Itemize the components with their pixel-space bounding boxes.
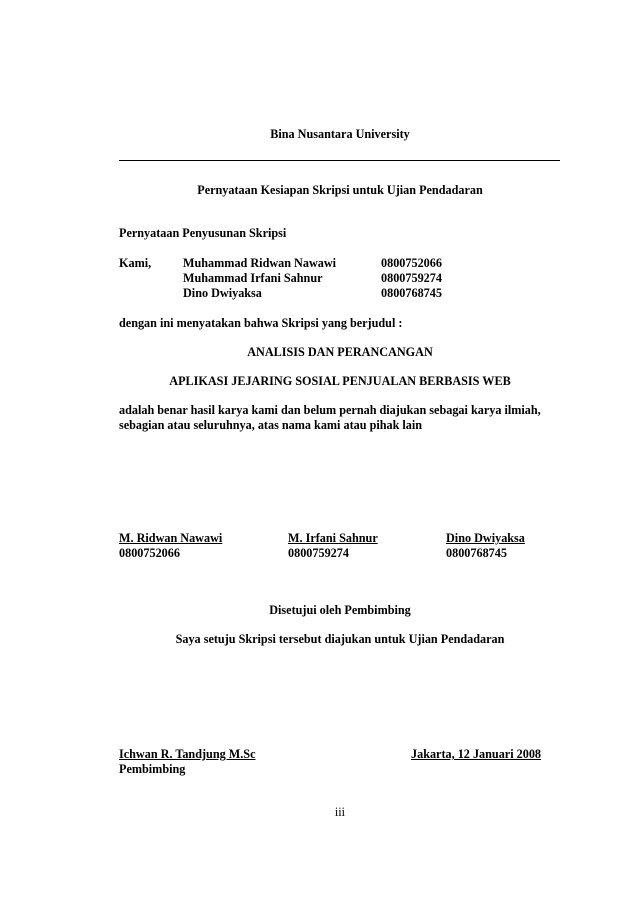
authors-intro: Kami, xyxy=(119,256,152,270)
author-nim: 0800768745 xyxy=(381,286,442,300)
author-nim: 0800759274 xyxy=(381,271,442,285)
statement-body-line-2: sebagian atau seluruhnya, atas nama kami atau pihak lain xyxy=(119,418,423,432)
author-name: Dino Dwiyaksa xyxy=(183,286,262,300)
university-header: Bina Nusantara University xyxy=(270,127,410,141)
author-nim: 0800752066 xyxy=(381,256,442,270)
thesis-title-line-1: ANALISIS DAN PERANCANGAN xyxy=(247,345,433,359)
statement-intro: dengan ini menyatakan bahwa Skripsi yang berjudul : xyxy=(119,316,403,330)
approval-heading: Disetujui oleh Pembimbing xyxy=(269,603,411,617)
signature-name: M. Irfani Sahnur xyxy=(288,531,378,545)
supervisor-name: Ichwan R. Tandjung M.Sc xyxy=(119,747,256,761)
approval-statement: Saya setuju Skripsi tersebut diajukan untuk Ujian Pendadaran xyxy=(175,632,505,646)
document-title: Pernyataan Kesiapan Skripsi untuk Ujian Pendadaran xyxy=(197,183,483,197)
statement-body-line-1: adalah benar hasil karya kami dan belum pernah diajukan sebagai karya ilmiah, xyxy=(119,403,541,417)
supervisor-role: Pembimbing xyxy=(119,762,186,776)
thesis-title-line-2: APLIKASI JEJARING SOSIAL PENJUALAN BERBASIS WEB xyxy=(169,374,511,388)
signature-name: M. Ridwan Nawawi xyxy=(119,531,223,545)
page-number: iii xyxy=(334,805,346,819)
section-heading: Pernyataan Penyusunan Skripsi xyxy=(119,226,287,240)
signature-nim: 0800768745 xyxy=(446,546,507,560)
header-rule xyxy=(119,160,560,161)
signature-nim: 0800759274 xyxy=(288,546,349,560)
signature-nim: 0800752066 xyxy=(119,546,180,560)
author-name: Muhammad Irfani Sahnur xyxy=(183,271,323,285)
author-name: Muhammad Ridwan Nawawi xyxy=(183,256,337,270)
place-date: Jakarta, 12 Januari 2008 xyxy=(411,747,542,761)
signature-name: Dino Dwiyaksa xyxy=(446,531,525,545)
